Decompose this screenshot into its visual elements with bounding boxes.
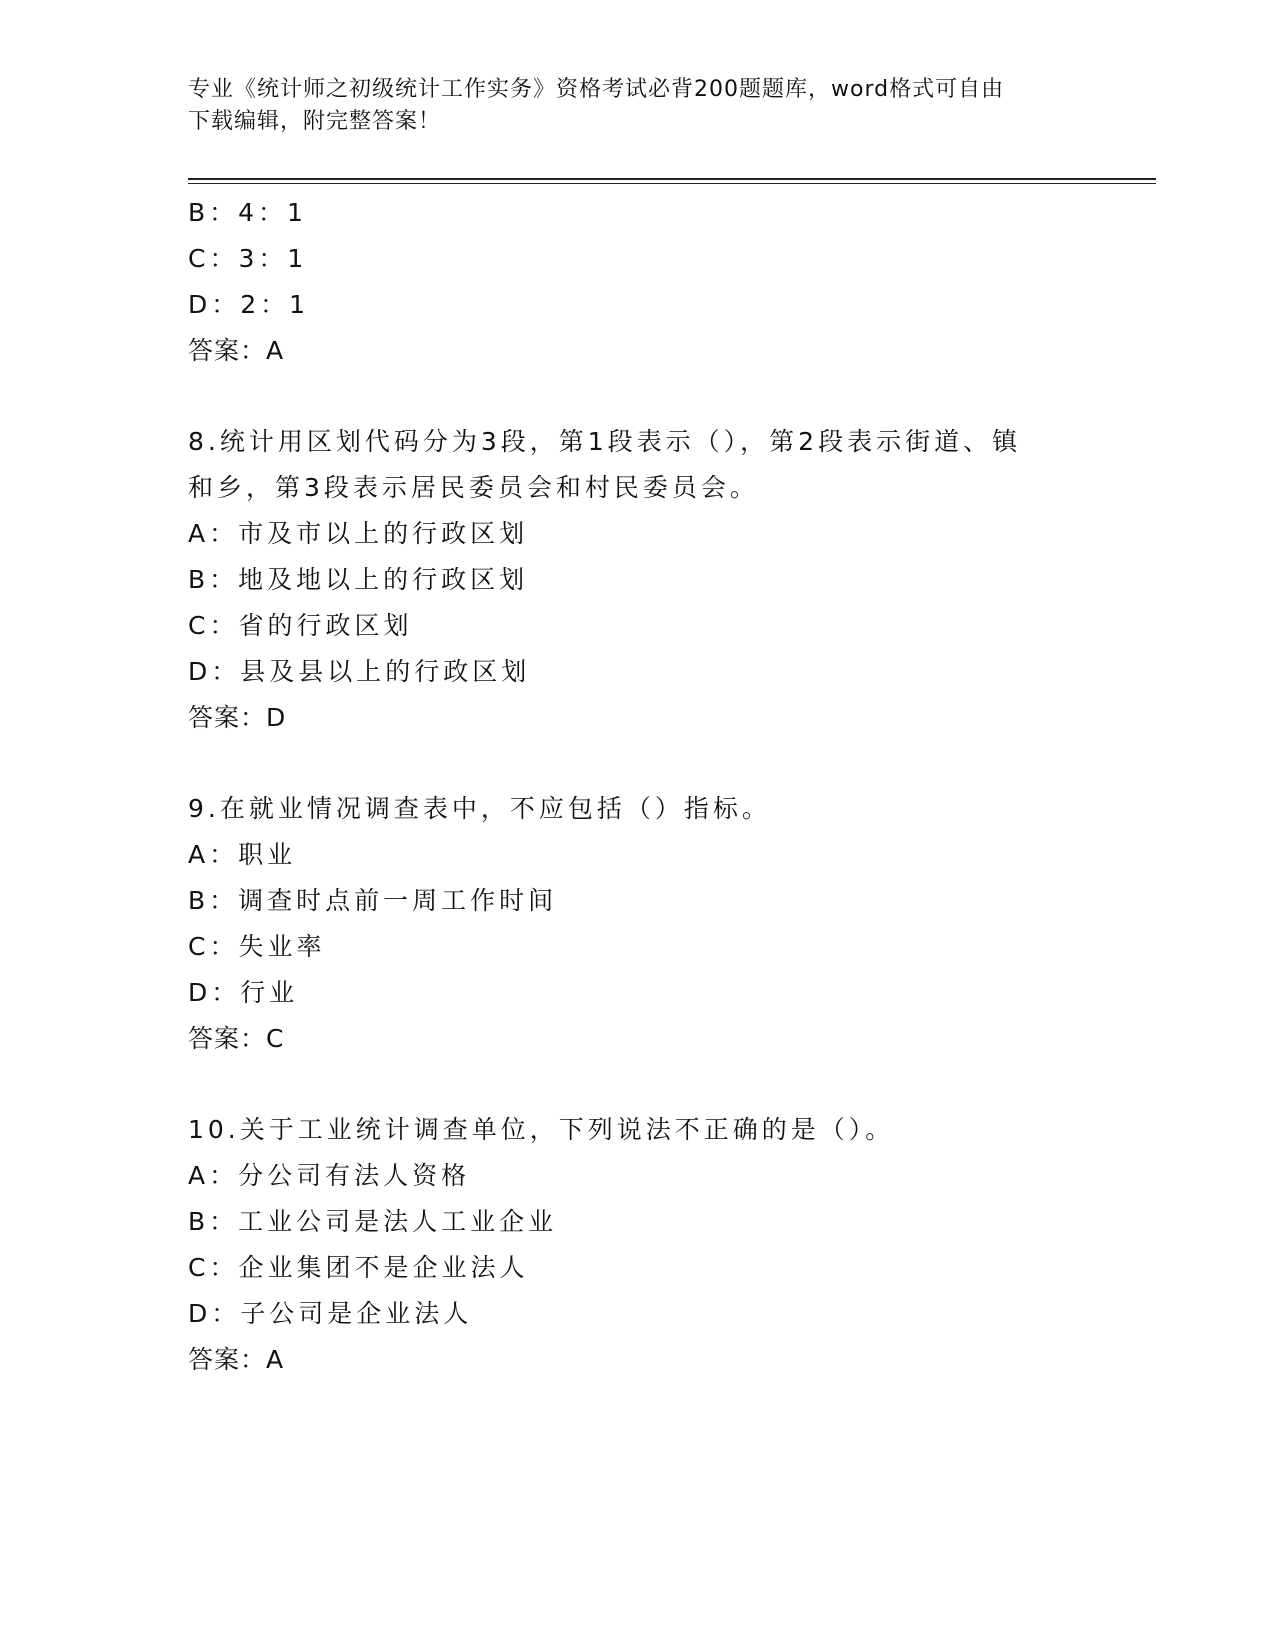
option-a: A：分公司有法人资格 — [188, 1161, 471, 1190]
option-c: C：3：1 — [188, 244, 308, 273]
option-b: B：地及地以上的行政区划 — [188, 565, 529, 594]
option-c: C：企业集团不是企业法人 — [188, 1253, 529, 1282]
header-line-2: 下载编辑，附完整答案！ — [188, 109, 442, 134]
question-stem: 10.关于工业统计调查单位，下列说法不正确的是（）。 — [188, 1115, 895, 1144]
option-c: C：失业率 — [188, 932, 326, 961]
question-10 — [188, 1107, 1088, 1383]
question-8 — [188, 419, 1088, 741]
option-d: D：子公司是企业法人 — [188, 1299, 473, 1328]
question-list — [188, 190, 1088, 1383]
header-rule-thick — [188, 178, 1156, 180]
option-c: C：省的行政区划 — [188, 611, 413, 640]
answer: 答案：A — [188, 336, 285, 365]
header-line-1: 专业《统计师之初级统计工作实务》资格考试必背200题题库，word格式可自由 — [188, 77, 1005, 102]
question-9 — [188, 786, 1088, 1062]
question-7-tail — [188, 190, 1088, 374]
answer: 答案：A — [188, 1345, 285, 1374]
question-stem: 9.在就业情况调查表中，不应包括（）指标。 — [188, 794, 771, 823]
option-d: D：县及县以上的行政区划 — [188, 657, 531, 686]
document-header — [188, 74, 1088, 138]
option-a: A：职业 — [188, 840, 297, 869]
option-b: B：调查时点前一周工作时间 — [188, 886, 558, 915]
answer: 答案：D — [188, 703, 287, 732]
option-d: D：2：1 — [188, 290, 310, 319]
option-d: D：行业 — [188, 978, 299, 1007]
option-b: B：4：1 — [188, 198, 307, 227]
option-a: A：市及市以上的行政区划 — [188, 519, 529, 548]
answer: 答案：C — [188, 1024, 285, 1053]
question-stem: 8.统计用区划代码分为3段，第1段表示（），第2段表示街道、镇 — [188, 427, 1022, 456]
option-b: B：工业公司是法人工业企业 — [188, 1207, 558, 1236]
question-stem: 和乡，第3段表示居民委员会和村民委员会。 — [188, 473, 759, 502]
header-rule-thin — [188, 183, 1156, 184]
